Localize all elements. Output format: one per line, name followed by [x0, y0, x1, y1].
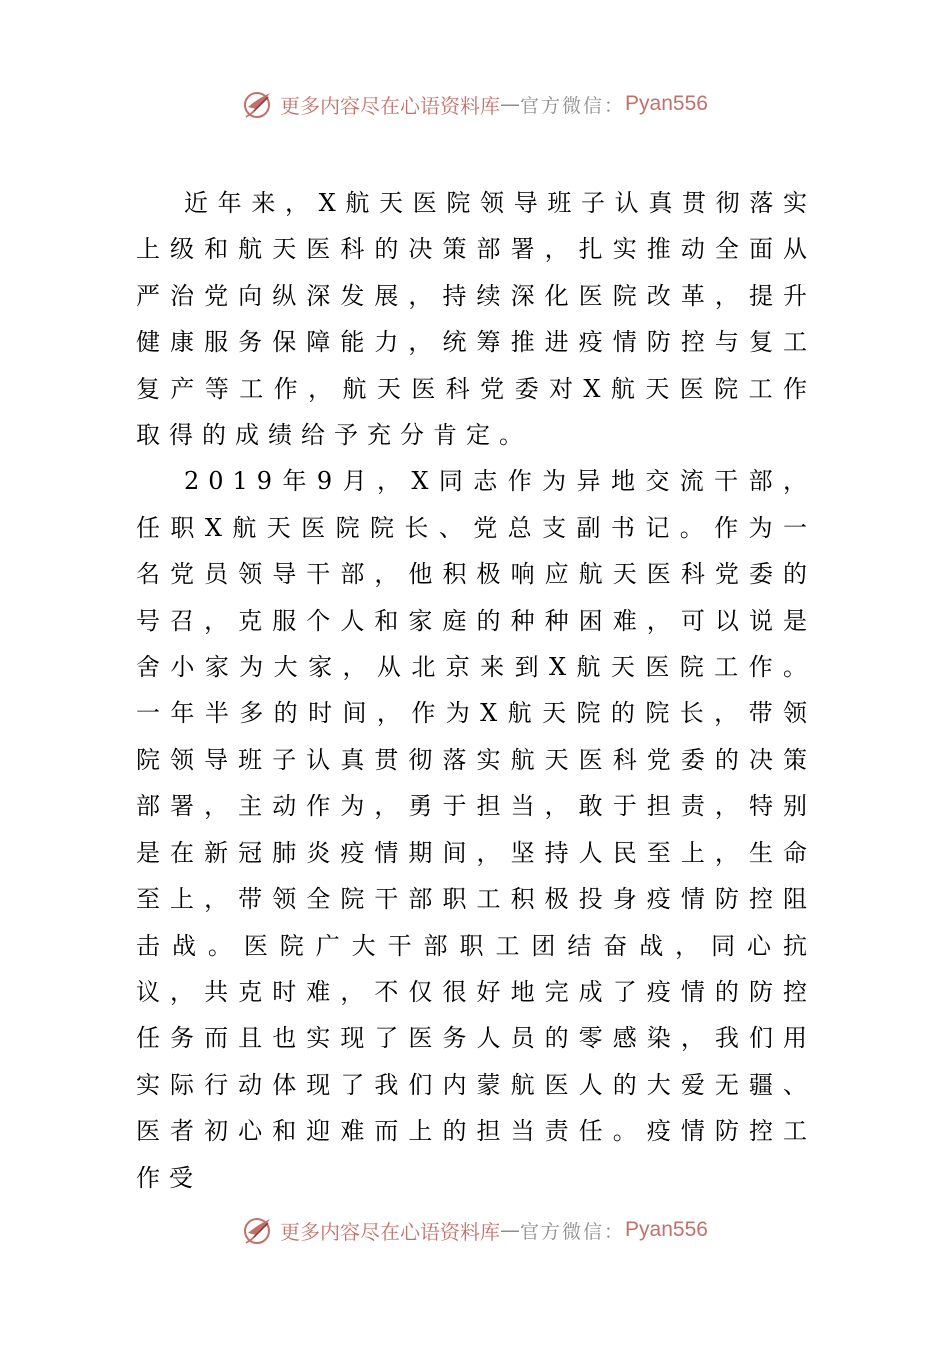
banner-wechat-label: 官方微信： — [520, 94, 626, 117]
quill-pen-logo-icon — [242, 1213, 276, 1247]
quill-pen-logo-icon — [242, 87, 276, 121]
banner-main-text: 更多内容尽在心语资料库 — [280, 93, 501, 118]
banner-wechat-id: Pyan556 — [625, 92, 708, 115]
banner-wechat-label: 官方微信： — [520, 1220, 626, 1243]
banner-separator: — — [500, 1218, 521, 1242]
paragraph-1: 近年来，X航天医院领导班子认真贯彻落实上级和航天医科的决策部署，扎实推动全面从严治党向纵深发展，持续深化医院改革，提升健康服务保障能力，统筹推进疫情防控与复工复产等工作，航天医科党委对X航天医院工作取得的成绩给予充分肯定。 — [136, 189, 816, 450]
paragraph-2: 2019年9月，X同志作为异地交流干部，任职X航天医院院长、党总支副书记。作为一名党员领导干部，他积极响应航天医科党委的号召，克服个人和家庭的种种困难，可以说是舍小家为大家，从北京来到X航天医院工作。一年半多的时间，作为X航天院的院长，带领院领导班子认真贯彻落实航天医科党委的决策部署，主动作为，勇于担当，敢于担责，特别是在新冠肺炎疫情期间，坚持人民至上，生命至上，带领全院干部职工积极投身疫情防控阻击战。医院广大干部职工团结奋战，同心抗议，共克时难，不仅很好地完成了疫情的防控任务而且也实现了医务人员的零感染，我们用实际行动体现了我们内蒙航医人的大爱无疆、医者初心和迎难而上的担当责任。疫情防控工作受 — [136, 467, 816, 1192]
banner-main-text: 更多内容尽在心语资料库 — [280, 1219, 501, 1244]
header-banner — [0, 82, 950, 126]
banner-wechat-id: Pyan556 — [625, 1218, 708, 1241]
banner-separator: — — [500, 92, 521, 116]
document-body — [136, 180, 816, 1201]
footer-banner — [0, 1208, 950, 1252]
